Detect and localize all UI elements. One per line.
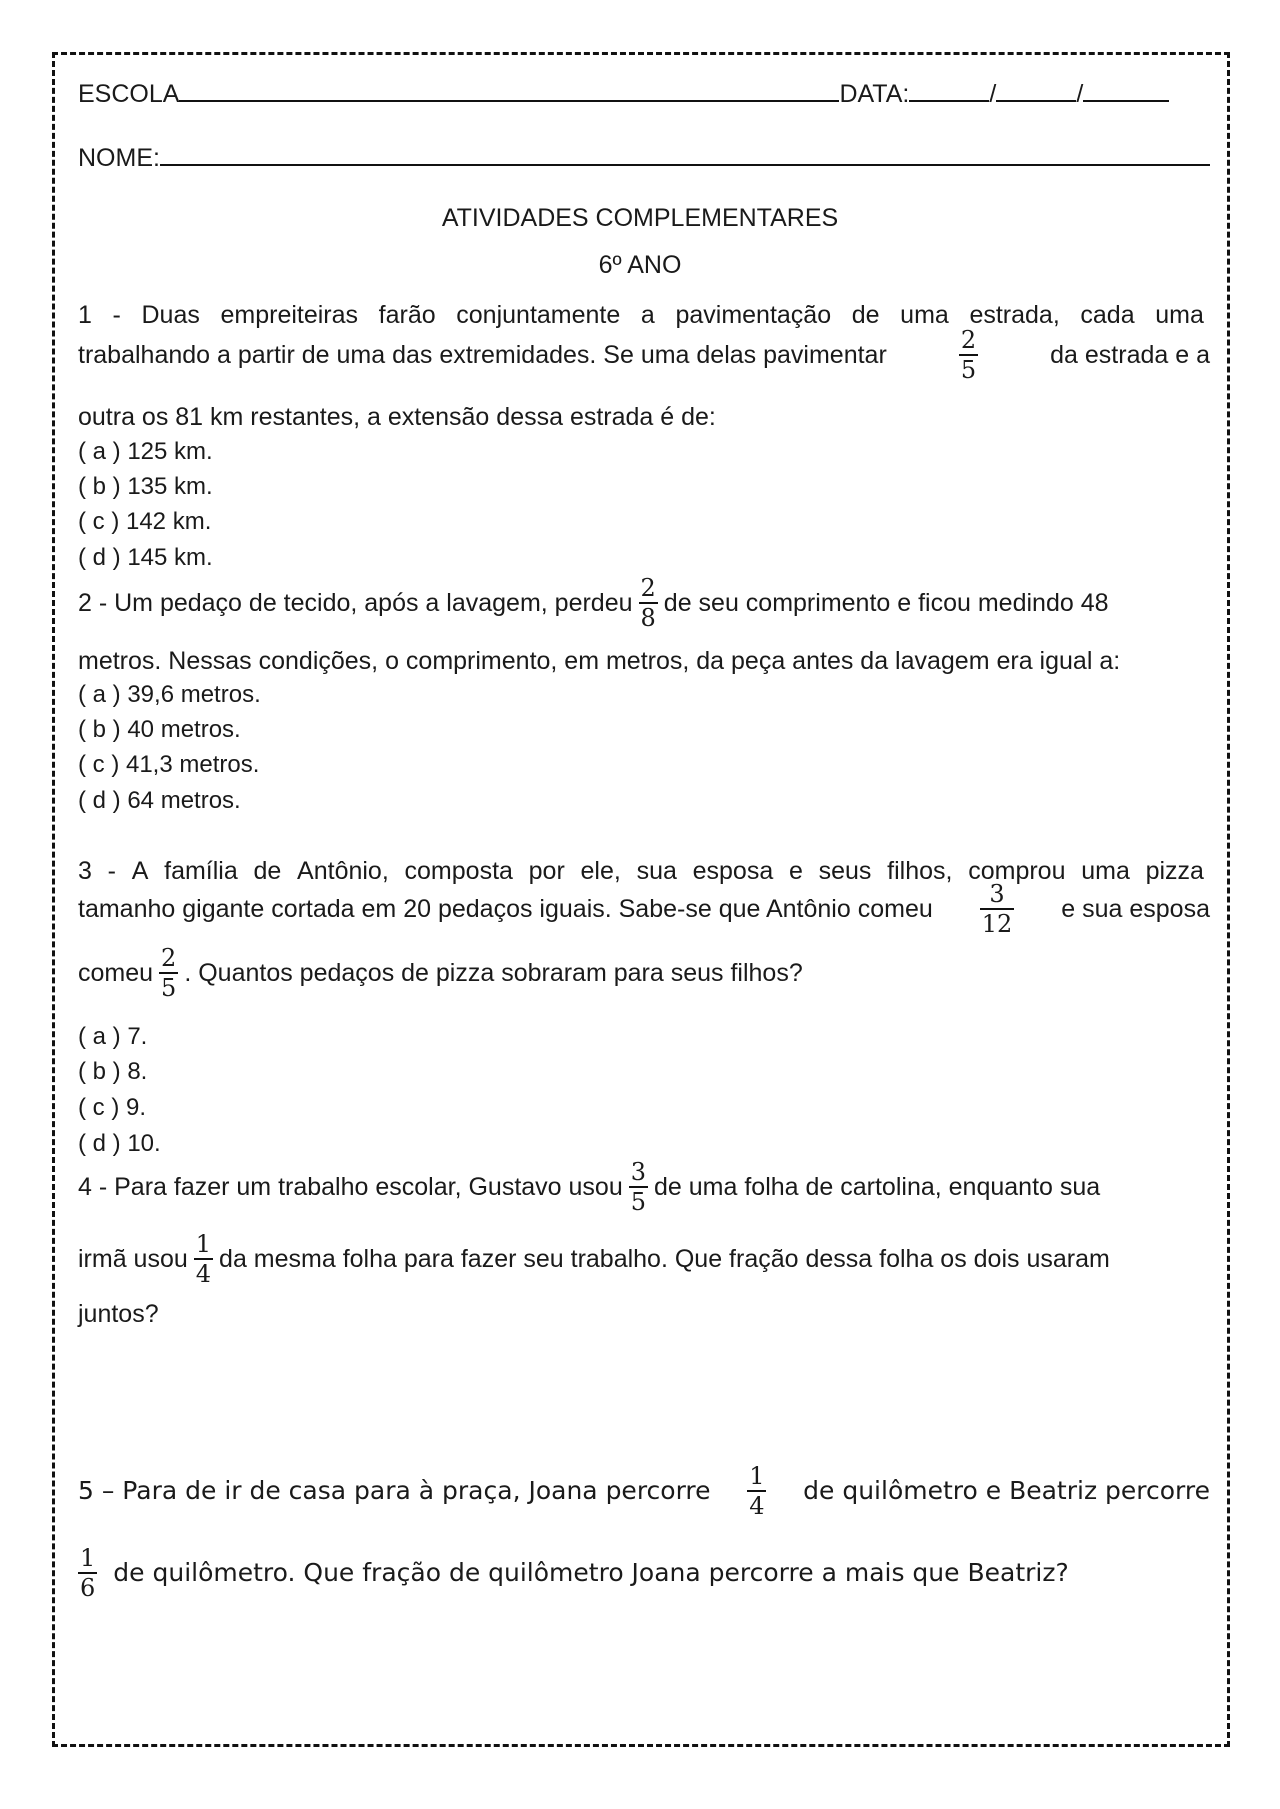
option[interactable]: ( d ) 64 metros. xyxy=(78,787,241,814)
question-text: trabalhando a partir de uma das extremidades. Se uma delas pavimentar xyxy=(78,341,887,369)
question-3-line-3 xyxy=(78,944,803,1002)
question-3-line-2 xyxy=(78,880,1210,938)
word: e xyxy=(788,857,803,885)
question-text: outra os 81 km restantes, a extensão dessa estrada é de: xyxy=(78,403,716,431)
fraction xyxy=(629,1158,648,1216)
fraction-denominator: 4 xyxy=(749,1492,765,1520)
word: de xyxy=(253,857,282,885)
question-text: . Quantos pedaços de pizza sobraram para seus filhos? xyxy=(184,959,803,987)
word: composta xyxy=(404,857,513,885)
word: farão xyxy=(378,301,436,329)
option[interactable]: ( d ) 10. xyxy=(78,1130,161,1157)
school-date-row xyxy=(78,78,1210,109)
question-5-line-2 xyxy=(72,1544,1069,1602)
fraction-denominator: 5 xyxy=(630,1188,647,1216)
option[interactable]: ( a ) 7. xyxy=(78,1023,148,1050)
fraction xyxy=(78,1544,97,1602)
word: cada xyxy=(1080,301,1135,329)
question-text: tamanho gigante cortada em 20 pedaços iguais. Sabe-se que Antônio comeu xyxy=(78,895,933,923)
word: conjuntamente xyxy=(456,301,621,329)
word: - xyxy=(112,301,121,329)
word: 1 xyxy=(78,301,92,329)
word: uma xyxy=(900,301,949,329)
fraction-denominator: 6 xyxy=(80,1574,96,1602)
word: empreiteiras xyxy=(220,301,359,329)
fraction-numerator: 2 xyxy=(960,326,977,354)
question-1-line-2 xyxy=(78,326,1210,384)
fraction xyxy=(159,944,178,1002)
word: pizza xyxy=(1145,857,1204,885)
date-day-field[interactable] xyxy=(909,78,989,102)
option[interactable]: ( b ) 8. xyxy=(78,1058,148,1085)
question-text: comeu xyxy=(78,959,154,987)
word: ele, xyxy=(580,857,621,885)
question-text: de quilômetro e Beatriz percorre xyxy=(803,1476,1210,1505)
question-text: de uma folha de cartolina, enquanto sua xyxy=(654,1173,1101,1201)
fraction-numerator: 1 xyxy=(749,1462,765,1490)
fraction-numerator: 3 xyxy=(980,880,1015,910)
grade-subtitle: 6º ANO xyxy=(598,251,682,279)
fraction xyxy=(747,1462,766,1520)
question-text: da estrada e a xyxy=(1050,341,1210,369)
word: pavimentação xyxy=(675,301,832,329)
question-5-line-1 xyxy=(78,1462,1210,1520)
fraction xyxy=(639,574,658,632)
option[interactable]: ( c ) 41,3 metros. xyxy=(78,751,260,778)
word: - xyxy=(107,857,116,885)
date-separator: / xyxy=(1076,80,1084,108)
question-text: da mesma folha para fazer seu trabalho. Que fração dessa folha os dois usaram xyxy=(219,1245,1110,1273)
option[interactable]: ( b ) 40 metros. xyxy=(78,716,241,743)
fraction-numerator: 1 xyxy=(195,1230,212,1258)
word: Antônio, xyxy=(297,857,389,885)
word: por xyxy=(528,857,565,885)
date-year-field[interactable] xyxy=(1083,78,1169,102)
word: sua xyxy=(636,857,677,885)
question-4-line-3 xyxy=(78,1299,159,1329)
fraction-denominator: 5 xyxy=(960,356,977,384)
word: família xyxy=(164,857,238,885)
question-text: 2 - Um pedaço de tecido, após a lavagem, perdeu xyxy=(78,589,633,617)
question-text: irmã usou xyxy=(78,1245,188,1273)
question-text: 5 – Para de ir de casa para à praça, Joana percorre xyxy=(78,1476,711,1505)
school-field[interactable] xyxy=(179,78,839,102)
question-4-line-1 xyxy=(78,1158,1210,1216)
word: filhos, xyxy=(887,857,953,885)
fraction-denominator: 5 xyxy=(161,974,177,1002)
word: esposa xyxy=(692,857,774,885)
fraction-numerator: 1 xyxy=(80,1544,96,1572)
word: uma xyxy=(1155,301,1204,329)
question-text: de seu comprimento e ficou medindo 48 xyxy=(663,589,1109,617)
fraction xyxy=(980,880,1015,938)
option[interactable]: ( b ) 135 km. xyxy=(78,473,213,500)
word: uma xyxy=(1081,857,1130,885)
question-text: juntos? xyxy=(78,1300,159,1328)
word: seus xyxy=(818,857,872,885)
name-label: NOME: xyxy=(78,144,160,172)
word: comprou xyxy=(968,857,1066,885)
name-row xyxy=(78,142,1210,173)
option[interactable]: ( c ) 142 km. xyxy=(78,508,212,535)
fraction-denominator: 8 xyxy=(640,604,656,632)
question-text: de quilômetro. Que fração de quilômetro Joana percorre a mais que Beatriz? xyxy=(113,1558,1069,1587)
question-text: e sua esposa xyxy=(1061,895,1210,923)
page-title: ATIVIDADES COMPLEMENTARES xyxy=(441,204,839,232)
option[interactable]: ( a ) 125 km. xyxy=(78,438,213,465)
date-month-field[interactable] xyxy=(996,78,1076,102)
word: de xyxy=(851,301,880,329)
question-4-line-2 xyxy=(78,1230,1110,1288)
date-label: DATA: xyxy=(839,80,910,108)
fraction xyxy=(194,1230,213,1288)
fraction xyxy=(959,326,978,384)
question-text: metros. Nessas condições, o comprimento, em metros, da peça antes da lavagem era igual a: xyxy=(78,647,1121,675)
question-2-line-1 xyxy=(78,574,1109,632)
school-label: ESCOLA xyxy=(78,80,180,108)
option[interactable]: ( a ) 39,6 metros. xyxy=(78,681,261,708)
word: A xyxy=(131,857,149,885)
word: 3 xyxy=(78,857,92,885)
fraction-numerator: 2 xyxy=(640,574,656,602)
option[interactable]: ( c ) 9. xyxy=(78,1094,147,1121)
fraction-numerator: 2 xyxy=(161,944,177,972)
name-field[interactable] xyxy=(160,142,1210,166)
word: a xyxy=(640,301,655,329)
option[interactable]: ( d ) 145 km. xyxy=(78,544,213,571)
word: estrada, xyxy=(969,301,1060,329)
question-2-line-2 xyxy=(78,646,1120,676)
fraction-denominator: 12 xyxy=(981,910,1013,938)
question-text: 4 - Para fazer um trabalho escolar, Gustavo usou xyxy=(78,1173,623,1201)
fraction-denominator: 4 xyxy=(195,1260,212,1288)
word: Duas xyxy=(141,301,200,329)
date-separator: / xyxy=(989,80,997,108)
question-1-line-3 xyxy=(78,402,716,432)
fraction-numerator: 3 xyxy=(630,1158,647,1186)
